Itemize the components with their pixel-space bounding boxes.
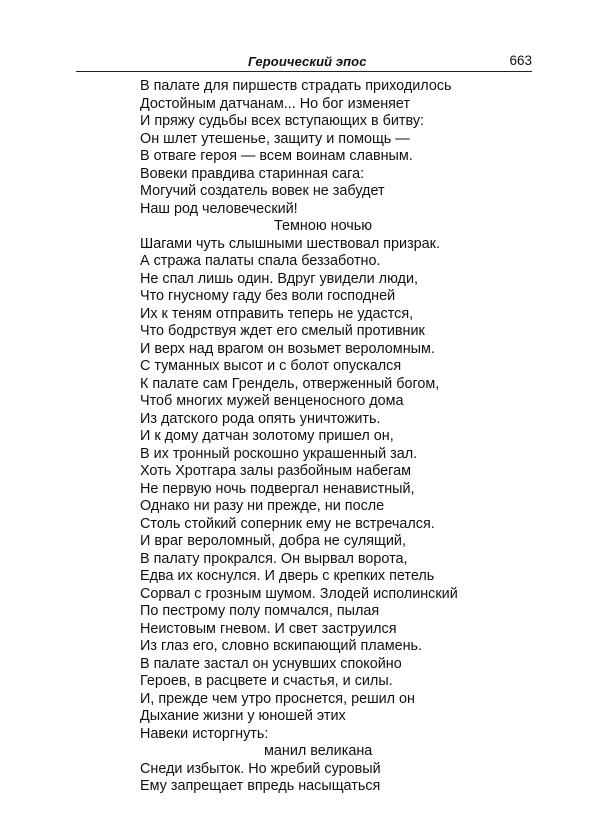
poem-line: Он шлет утешенье, защиту и помощь — <box>140 130 410 147</box>
page-number: 663 <box>509 53 532 68</box>
poem-line: К палате сам Грендель, отверженный богом, <box>140 375 440 392</box>
poem-line: Чтоб многих мужей венценосного дома <box>140 393 404 409</box>
poem-line: В палату прокрался. Он вырвал ворота, <box>140 550 408 567</box>
poem-line: И верх над врагом он возьмет вероломным. <box>140 340 435 357</box>
poem-line: По пестрому полу помчался, пылая <box>140 603 380 619</box>
poem-line: Темною ночью <box>274 218 373 234</box>
poem-line: Наш род человеческий! <box>140 200 298 217</box>
header-rule <box>76 71 532 72</box>
poem-line: С туманных высот и с болот опускался <box>140 358 402 374</box>
poem-line: Не спал лишь один. Вдруг увидели люди, <box>140 270 418 287</box>
poem-line: Героев, в расцвете и счастья, и силы. <box>140 673 393 689</box>
poem-line: В палате для пиршеств страдать приходилось <box>140 78 452 94</box>
poem-line: Что гнусному гаду без воли господней <box>140 288 396 304</box>
poem-line: А стража палаты спала беззаботно. <box>140 253 381 269</box>
poem-line: манил великана <box>264 743 373 759</box>
poem-line: В палате застал он уснувших спокойно <box>140 655 402 672</box>
poem-line: Из глаз его, словно вскипающий пламень. <box>140 638 423 654</box>
poem-line: Могучий создатель вовек не забудет <box>140 183 385 199</box>
poem-line: Вовеки правдива старинная сага: <box>140 165 365 182</box>
poem-line: И к дому датчан золотому пришел он, <box>140 428 394 444</box>
poem-line: Не первую ночь подвергал ненавистный, <box>140 480 415 497</box>
poem-line: И враг вероломный, добра не сулящий, <box>140 533 406 549</box>
poem-line: Хоть Хротгара залы разбойным набегам <box>140 463 411 479</box>
poem-line: Неистовым гневом. И свет заструился <box>140 620 397 637</box>
poem-line: Навеки исторгнуть: <box>140 725 269 742</box>
poem-text <box>140 78 540 796</box>
poem-line: Достойным датчанам... Но бог изменяет <box>140 95 411 112</box>
running-title: Героический эпос <box>248 54 367 69</box>
poem-line: Снеди избыток. Но жребий суровый <box>140 760 381 777</box>
poem-line: Дыхание жизни у юношей этих <box>140 708 346 724</box>
poem-line: Однако ни разу ни прежде, ни после <box>140 498 385 514</box>
poem-line: Столь стойкий соперник ему не встречался. <box>140 515 435 532</box>
poem-line: Ему запрещает впредь насыщаться <box>140 778 381 794</box>
poem-line: Шагами чуть слышными шествовал призрак. <box>140 235 440 252</box>
poem-line: Что бодрствуя ждет его смелый противник <box>140 323 425 339</box>
poem-line: Из датского рода опять уничтожить. <box>140 410 381 427</box>
poem-line: Их к теням отправить теперь не удастся, <box>140 305 414 322</box>
poem-line: Едва их коснулся. И дверь с крепких петель <box>140 568 435 584</box>
poem-line: И, прежде чем утро проснется, решил он <box>140 690 416 707</box>
poem-line: В отваге героя — всем воинам славным. <box>140 148 413 164</box>
poem-line: Сорвал с грозным шумом. Злодей исполинский <box>140 585 458 602</box>
page-header <box>76 52 532 72</box>
poem-line: И пряжу судьбы всех вступающих в битву: <box>140 113 425 129</box>
poem-line: В их тронный роскошно украшенный зал. <box>140 445 418 462</box>
